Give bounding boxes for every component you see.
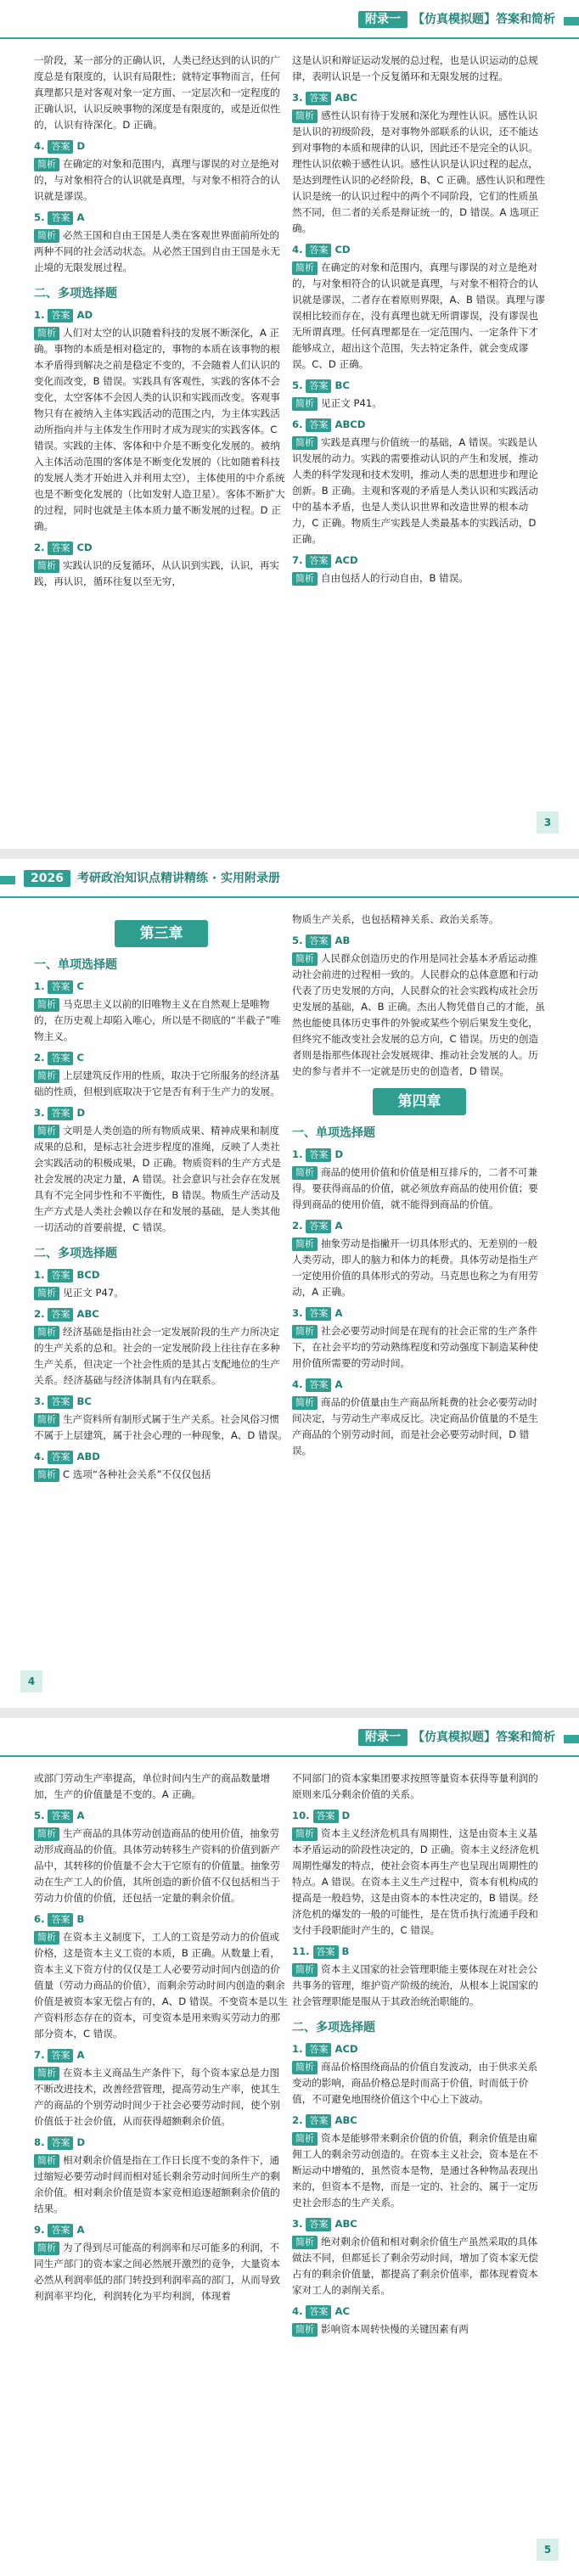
- answer-value: ABC: [334, 2218, 357, 2230]
- explanation: [292, 1165, 547, 1213]
- answer-label: 答案: [48, 309, 73, 323]
- question-number: 4.: [292, 1378, 303, 1390]
- explanation: [34, 227, 289, 276]
- right-column: [292, 1771, 547, 2341]
- question-number: 11.: [292, 1945, 310, 1957]
- answer-label: 答案: [48, 980, 73, 994]
- explain-label: 简析: [34, 1069, 59, 1083]
- explanation: [34, 2240, 289, 2304]
- answer-label: 答案: [306, 2218, 331, 2231]
- explanation: [292, 951, 547, 1080]
- explanation: [292, 260, 547, 373]
- question-number: 4.: [34, 1451, 45, 1462]
- explanation-text: 抽象劳动是指撇开一切具体形式的、无差别的一般人类劳动，即人的脑力和体力的耗费。具体劳动是指生产一定使用价值的具体形式的劳动。马克思也称之为有用劳动，A 正确。: [292, 1237, 538, 1298]
- answer-row: [34, 1267, 289, 1283]
- explanation-text: 在确定的对象和范围内，真理与谬误的对立是绝对的，与对象相符合的认识就是真理，与对象不相符合的认识就是谬误，二者存在着原则界限，A、B 错误。真理与谬误相比较而存在，没有真理也就无所谓谬误，没有谬误也无所谓真理。任何真理都是在一定范围内、一定条件下才能够成立，超出这个范围，失去特定条件，就会变成谬误。C、D 正确。: [292, 261, 545, 370]
- answer-label: 答案: [306, 1307, 331, 1321]
- explain-label: 简析: [34, 158, 59, 171]
- explain-label: 简析: [292, 261, 318, 275]
- header-tag: 2026: [24, 870, 70, 887]
- answer-label: 答案: [48, 1269, 73, 1282]
- left-column: [34, 53, 289, 593]
- explanation-text: 为了得到尽可能高的利润率和尽可能多的利润，不同生产部门的资本家之间必然展开激烈的竞争，大量资本必然从利润率低的部门转投到利润率高的部门，从而导致利润率平均化，利润转化为平均利润，体现着: [34, 2242, 280, 2302]
- explanation-text: 马克思主义以前的旧唯物主义在自然观上是唯物的，在历史观上却陷入唯心，所以是不彻底的“半截子”唯物主义。: [34, 998, 281, 1042]
- section-title: 二、多项选择题: [292, 2021, 375, 2034]
- explanation-text: 绝对剩余价值和相对剩余价值生产虽然采取的具体做法不同，但都延长了剩余劳动时间，增加了资本家无偿占有的剩余价值量，都提高了剩余价值率，都体现着资本家对工人的剥削关系。: [292, 2236, 538, 2296]
- explanation: [292, 1236, 547, 1300]
- explain-label: 简析: [292, 1237, 318, 1251]
- answer-value: A: [76, 211, 85, 223]
- explanation-text: 实践认识的反复循环，从认识到实践，认识，再实践，再认识，循环往复以至无穷，: [34, 559, 280, 587]
- answer-label: 答案: [48, 542, 73, 555]
- answer-value: D: [334, 1148, 344, 1160]
- explain-label: 简析: [292, 1325, 318, 1339]
- explanation: [292, 108, 547, 237]
- explanation: [34, 558, 289, 590]
- explain-label: 简析: [292, 2323, 318, 2337]
- answer-row: [34, 540, 289, 556]
- answer-value: AD: [76, 309, 93, 321]
- answer-label: 答案: [306, 554, 331, 568]
- explanation-text: 生产资料所有制形式属于生产关系。社会风俗习惯不属于上层建筑，属于社会心理的一种现象，A、D 错误。: [34, 1413, 288, 1441]
- answer-label: 答案: [306, 244, 331, 257]
- answer-label: 答案: [306, 2114, 331, 2128]
- explain-label: 简析: [292, 397, 318, 411]
- answer-row: [34, 1306, 289, 1322]
- explain-label: 简析: [292, 572, 318, 586]
- explain-label: 简析: [34, 1931, 59, 1945]
- question-number: 5.: [34, 1810, 45, 1821]
- page-number: 4: [20, 1670, 42, 1692]
- explanation: [34, 1929, 289, 2042]
- question-number: 1.: [34, 1269, 45, 1281]
- answer-row: [34, 307, 289, 323]
- section-title: 一、单项选择题: [292, 1126, 375, 1140]
- answer-row: [292, 417, 547, 433]
- chapter-title: 第三章: [115, 920, 208, 947]
- answer-label: 答案: [48, 1308, 73, 1322]
- explain-label: 简析: [34, 1326, 59, 1339]
- question-number: 3.: [292, 2218, 303, 2230]
- page-header: [0, 0, 579, 39]
- explanation-text: 商品价格围绕商品的价值自发波动，由于供求关系变动的影响，商品价格总是时而高于价值，时而低于价值，不可避免地围绕价值这个中心上下波动。: [292, 2061, 538, 2105]
- explain-label: 简析: [34, 1125, 59, 1138]
- answer-row: [34, 2047, 289, 2063]
- explanation: [34, 2065, 289, 2130]
- question-number: 7.: [34, 2049, 45, 2061]
- answer-value: ABD: [76, 1451, 100, 1462]
- explanation-text: 文明是人类创造的所有物质成果、精神成果和制度成果的总和，是标志社会进步程度的准绳，反映了人类社会实践活动的积极成果，D 正确。物质资料的生产方式是社会发展的决定力量，A 错误。社会意识与社会存在发展具有不完全同步性和不平衡性，B 错误。物质生产活动及生产方式是人类社会赖以存在和发展的基础，是人类其他一切活动的首要前提，C 错误。: [34, 1125, 281, 1233]
- question-number: 2.: [292, 2114, 303, 2126]
- answer-value: D: [76, 2136, 86, 2148]
- explanation: [34, 996, 289, 1045]
- question-number: 1.: [292, 2043, 303, 2055]
- answer-row: [34, 2135, 289, 2151]
- header-title-text: 【仿真模拟题】答案和简析: [413, 13, 555, 26]
- answer-label: 答案: [48, 1451, 73, 1464]
- question-number: 6.: [292, 418, 303, 430]
- answer-row: [292, 1944, 547, 1960]
- explanation-text: 社会必要劳动时间是在现有的社会正常的生产条件下，在社会平均的劳动熟练程度和劳动强度下制造某种使用价值所需要的劳动时间。: [292, 1325, 538, 1369]
- answer-value: C: [76, 1052, 84, 1064]
- explanation-text: 生产商品的具体劳动创造商品的使用价值，抽象劳动形成商品的价值。具体劳动转移生产资料的价值到新产品中，其转移的价值量不会大于它原有的价值量。抽象劳动在生产工人的价值，其所创造的新价值不仅包括相当于劳动力价值的价值，还包括一定量的剩余价值。: [34, 1827, 280, 1904]
- answer-row: [292, 1218, 547, 1234]
- page-3: [0, 0, 579, 849]
- explain-label: 简析: [34, 1287, 59, 1300]
- answer-value: D: [76, 1107, 86, 1119]
- question-number: 4.: [292, 244, 303, 255]
- answer-value: A: [334, 1220, 343, 1232]
- answer-value: AC: [334, 2305, 350, 2317]
- question-number: 8.: [34, 2136, 45, 2148]
- answer-value: C: [76, 980, 84, 992]
- explanation: [34, 1826, 289, 1906]
- explanation: [292, 1323, 547, 1372]
- explanation-text: 在资本主义制度下，工人的工资是劳动力的价值或价格，这是资本主义工资的本质，B 正确。从数量上看，资本主义下资方付的仅仅是工人必要劳动时间内创造的价值量（劳动力商品的价值），而剩余劳动时间内创造的剩余价值是被资本家无偿占有的，A、D 错误。不变资本是以生产资料形态存在的资本，可变资本是用来购买劳动力的那部分资本，C 错误。: [34, 1931, 288, 2040]
- answer-row: [34, 1105, 289, 1121]
- answer-value: D: [76, 140, 86, 152]
- explain-label: 简析: [292, 2061, 318, 2074]
- answer-value: B: [341, 1945, 350, 1957]
- answer-value: ABCD: [334, 418, 366, 430]
- question-number: 3.: [34, 1395, 45, 1407]
- explanation: [34, 156, 289, 205]
- explanation-text: 资本主义国家的社会管理职能主要体现在对社会公共事务的管理，维护资产阶级的统治，从根本上说国家的社会管理职能是服从于其政治统治职能的。: [292, 1963, 538, 2007]
- answer-value: B: [76, 1913, 85, 1925]
- header-title: [24, 869, 280, 886]
- section-title: 二、多项选择题: [34, 287, 117, 300]
- explanation: [34, 1411, 289, 1444]
- answer-row: [34, 1050, 289, 1066]
- question-number: 2.: [34, 1052, 45, 1064]
- answer-value: BCD: [76, 1269, 100, 1281]
- explanation: [292, 570, 547, 586]
- answer-value: AB: [334, 934, 351, 946]
- answer-row: [34, 138, 289, 154]
- explanation-text: 人民群众创造历史的作用是同社会基本矛盾运动推动社会前进的过程相一致的。人民群众的总体意愿和行动代表了历史发展的方向，人民群众的社会实践构成社会历史发展的基础，A、B 正确。杰出人物凭借自己的才能，虽然也能使具体历史事件的外貌或某些个别后果发生变化，但终究不能改变社会发展的总方向，C 错误。历史的创造者则是指那些体现社会发展规律、推动社会发展的人。历史的参与者并不一定就是历史的创造者，D 错误。: [292, 952, 545, 1077]
- explain-label: 简析: [34, 559, 59, 573]
- explanation-text: 人们对太空的认识随着科技的发展不断深化，A 正确。事物的本质是相对稳定的，事物的本质在该事物的根本矛盾得到解决之前是稳定不变的，不会随着人们认识的变化而改变，B 错误。实践具有客观性，实践的客体不会变化，太空客体不会因人类的认识和实践而改变。客观事物只有在被纳入主体实践活动的范围之内，为主体实践活动所指向并与主体发生作用时才成为现实的实践客体。C 错误。实践的主体、客体和中介是不断变化发展的。被纳入主体活动范围的客体是不断变化发展的（比如随着科技的发展人类才开始进入并利用太空），主体使用的中介系统也是不断变化发展的（比如发射人造卫星）。客体不断扩大的过程，同时也就是主体本质力量不断发展的过程。D 正确。: [34, 327, 285, 532]
- question-number: 2.: [34, 1308, 45, 1320]
- paragraph: 物质生产关系，也包括精神关系、政治关系等。: [292, 913, 499, 925]
- answer-label: 答案: [48, 1913, 73, 1927]
- answer-value: BC: [334, 379, 350, 391]
- answer-row: [292, 2041, 547, 2057]
- page-5: [0, 1718, 579, 2576]
- explanation-text: 实践是真理与价值统一的基础，A 错误。实践是认识发展的动力。实践的需要推动认识的产生和发展，推动人类的科学发现和技术发明，推动人类的思想进步和理论创新。B 正确。主观和客观的矛盾是人类认识和实践活动中的基本矛盾，也是人类认识世界和改造世界的根本动力，C 正确。物质生产实践是人类最基本的实践活动，D 正确。: [292, 436, 538, 545]
- answer-row: [34, 1808, 289, 1824]
- question-number: 1.: [34, 980, 45, 992]
- explanation-text: 见正文 P47。: [63, 1287, 124, 1299]
- answer-value: BC: [76, 1395, 92, 1407]
- question-number: 7.: [292, 554, 303, 566]
- answer-value: ABC: [334, 2114, 357, 2126]
- section-title: 二、多项选择题: [34, 1247, 117, 1260]
- explanation-text: 资本主义经济危机具有周期性，这是由资本主义基本矛盾运动的阶段性决定的，D 正确。资本主义经济危机周期性爆发的特点，使社会资本再生产也呈现出周期性的特点。A 错误。在资本主义生产过程中，资本有机构成的提高是一般趋势，这是由资本的本性决定的，B 错误。经济危机的爆发的一般的可能性，是在货币执行流通手段和支付手段职能时产生的，C 错误。: [292, 1827, 539, 1936]
- explanation-text: 自由包括人的行动自由，B 错误。: [321, 572, 469, 584]
- answer-label: 答案: [48, 1810, 73, 1823]
- header-title: [358, 1728, 555, 1745]
- answer-label: 答案: [306, 418, 331, 432]
- answer-row: [292, 90, 547, 106]
- answer-label: 答案: [313, 1945, 339, 1959]
- header-accent-bar: [564, 1735, 579, 1743]
- answer-label: 答案: [306, 2305, 331, 2319]
- explanation-text: 资本是能够带来剩余价值的价值，剩余价值是由雇佣工人的剩余劳动创造的。在资本主义社会，资本是在不断运动中增殖的，虽然资本是物，是通过各种物品表现出来的，但资本不是物，而是一定的、社会的、属于一定历史社会形态的生产关系。: [292, 2132, 538, 2208]
- explanation: [34, 1123, 289, 1236]
- answer-value: A: [76, 1810, 85, 1821]
- explanation-text: 上层建筑反作用的性质，取决于它所服务的经济基础的性质，但根到底取决于它是否有利于生产力的发展。: [34, 1069, 280, 1097]
- explanation-text: 必然王国和自由王国是人类在客观世界面前所处的两种不同的社会活动状态。从必然王国到自由王国是永无止境的无限发展过程。: [34, 229, 280, 273]
- chapter-title: 第四章: [373, 1088, 466, 1115]
- paragraph: 不同部门的资本家集团要求按照等量资本获得等量利润的原则来瓜分剩余价值的关系。: [292, 1772, 538, 1800]
- answer-label: 答案: [313, 1810, 339, 1823]
- answer-value: CD: [76, 542, 93, 553]
- answer-value: A: [76, 2049, 85, 2061]
- explanation-text: C 选项“各种社会关系”不仅仅包括: [63, 1468, 211, 1480]
- explanation-text: 在确定的对象和范围内，真理与谬误的对立是绝对的，与对象相符合的认识就是真理，与对象不相符合的认识就是谬误。: [34, 158, 280, 202]
- explain-label: 简析: [292, 109, 318, 123]
- answer-row: [34, 1911, 289, 1928]
- explanation: [292, 1961, 547, 2010]
- answer-row: [292, 378, 547, 394]
- right-column: [292, 53, 547, 590]
- explanation: [34, 1467, 289, 1483]
- explain-label: 简析: [292, 1963, 318, 1977]
- question-number: 3.: [34, 1107, 45, 1119]
- question-number: 4.: [292, 2305, 303, 2317]
- answer-row: [292, 933, 547, 949]
- answer-row: [34, 1449, 289, 1465]
- answer-label: 答案: [306, 379, 331, 393]
- explain-label: 简析: [34, 327, 59, 340]
- answer-row: [292, 1808, 547, 1824]
- question-number: 2.: [292, 1220, 303, 1232]
- explain-label: 简析: [34, 998, 59, 1012]
- left-column: [34, 912, 289, 1486]
- explanation: [34, 2152, 289, 2217]
- answer-label: 答案: [306, 1220, 331, 1233]
- explain-label: 简析: [34, 229, 59, 243]
- explain-label: 简析: [292, 1396, 318, 1410]
- question-number: 1.: [34, 309, 45, 321]
- explain-label: 简析: [292, 952, 318, 966]
- header-tag: 附录一: [358, 11, 408, 28]
- answer-value: ABC: [334, 92, 357, 104]
- answer-row: [292, 1305, 547, 1322]
- answer-value: A: [334, 1307, 343, 1319]
- answer-row: [34, 1394, 289, 1410]
- question-number: 4.: [34, 140, 45, 152]
- answer-label: 答案: [48, 1395, 73, 1409]
- left-column: [34, 1771, 289, 2308]
- answer-row: [292, 2304, 547, 2320]
- explanation-text: 感性认识有待于发展和深化为理性认识。感性认识是认识的初级阶段，是对事物外部联系的认识，还不能达到对事物的本质和规律的认识，因此还不是完全的认识。理性认识依赖于感性认识。感性认识是认识过程的起点，是达到理性认识的必经阶段，B、C 正确。感性认识和理性认识是统一的认识过程中的两个不同阶段，它们的性质虽然不同，但二者的关系是辩证统一的，D 错误。A 选项正确。: [292, 109, 545, 234]
- explanation-text: 相对剩余价值是指在工作日长度不变的条件下，通过缩短必要劳动时间而相对延长剩余劳动时间所生产的剩余价值。相对剩余价值是资本家竞相追逐超额剩余价值的结果。: [34, 2154, 280, 2214]
- answer-label: 答案: [48, 211, 73, 225]
- explain-label: 简析: [292, 2132, 318, 2146]
- answer-row: [292, 553, 547, 569]
- answer-label: 答案: [48, 1052, 73, 1065]
- question-number: 9.: [34, 2224, 45, 2236]
- answer-row: [34, 979, 289, 995]
- question-number: 6.: [34, 1913, 45, 1925]
- explain-label: 简析: [292, 436, 318, 450]
- right-column: [292, 912, 547, 1462]
- page-number: 5: [537, 2539, 559, 2561]
- answer-label: 答案: [306, 1378, 331, 1392]
- explain-label: 简析: [34, 2067, 59, 2080]
- explain-label: 简析: [292, 1827, 318, 1841]
- explanation-text: 商品的使用价值和价值是相互排斥的，二者不可兼得。要获得商品的价值，就必须放弃商品的使用价值；要得到商品的使用价值，就不能得到商品的价值。: [292, 1166, 538, 1210]
- paragraph: 一阶段，某一部分的正确认识，人类已经达到的认识的广度总是有限度的，认识有局限性；就特定事物而言，任何真理都只是对客观对象一定方面、一定层次和一定程度的正确认识，认识反映事物的深度是有限度的，或是近似性的，认识有待深化。D 正确。: [34, 54, 280, 131]
- explanation: [292, 2130, 547, 2211]
- answer-label: 答案: [48, 2224, 73, 2237]
- answer-row: [292, 1147, 547, 1163]
- answer-label: 答案: [48, 2049, 73, 2062]
- header-title-text: 【仿真模拟题】答案和简析: [413, 1731, 555, 1744]
- explain-label: 简析: [34, 2242, 59, 2255]
- explanation: [34, 1324, 289, 1389]
- explanation-text: 经济基础是指由社会一定发展阶段的生产力所决定的生产关系的总和。社会的一定发展阶段上往往存在多种生产关系，但决定一个社会性质的是其占支配地位的生产关系。经济基础与经济体制具有内在联系。: [34, 1326, 280, 1386]
- question-number: 3.: [292, 1307, 303, 1319]
- section-title: 一、单项选择题: [34, 958, 117, 972]
- answer-row: [34, 210, 289, 226]
- answer-value: ACD: [334, 2043, 358, 2055]
- page-number: 3: [537, 811, 559, 833]
- explain-label: 简析: [34, 1413, 59, 1427]
- header-title: [358, 10, 555, 27]
- question-number: 5.: [292, 934, 303, 946]
- explanation: [292, 2234, 547, 2298]
- answer-label: 答案: [48, 1107, 73, 1120]
- page-header: [0, 1718, 579, 1757]
- explanation-text: 商品的价值量由生产商品所耗费的社会必要劳动时间决定，与劳动生产率成反比。决定商品价值量的不是生产商品的个别劳动时间，而是社会必要劳动时间，D 错误。: [292, 1396, 538, 1456]
- explanation: [292, 1395, 547, 1459]
- answer-label: 答案: [306, 934, 331, 948]
- explanation: [34, 1285, 289, 1301]
- header-title-text: 考研政治知识点精讲精练 · 实用附录册: [76, 872, 281, 885]
- question-number: 3.: [292, 92, 303, 104]
- explanation-text: 影响资本周转快慢的关键因素有两: [321, 2323, 469, 2335]
- explanation: [34, 325, 289, 535]
- answer-row: [292, 2113, 547, 2129]
- answer-label: 答案: [306, 92, 331, 105]
- answer-row: [292, 242, 547, 258]
- header-accent-bar: [0, 876, 15, 884]
- explanation-text: 见正文 P41。: [321, 397, 382, 409]
- answer-row: [292, 2216, 547, 2232]
- explanation: [292, 2059, 547, 2107]
- explain-label: 简析: [34, 1827, 59, 1841]
- page-header: [0, 859, 579, 898]
- explanation: [292, 435, 547, 547]
- explain-label: 简析: [34, 1468, 59, 1482]
- answer-label: 答案: [306, 2043, 331, 2057]
- question-number: 1.: [292, 1148, 303, 1160]
- explanation: [34, 1068, 289, 1100]
- answer-value: ABC: [76, 1308, 99, 1320]
- answer-value: A: [334, 1378, 343, 1390]
- explanation-text: 在资本主义商品生产条件下，每个资本家总是力图不断改进技术，改善经营管理，提高劳动生产率，使其生产的商品的个别劳动时间少于社会必要劳动时间，使个别价值低于社会价值，从而获得超额剩余价值。: [34, 2067, 280, 2127]
- answer-value: ACD: [334, 554, 358, 566]
- paragraph: 这是认识和辩证运动发展的总过程，也是认识运动的总规律，表明认识是一个反复循环和无限发展的过程。: [292, 54, 538, 82]
- answer-label: 答案: [48, 2136, 73, 2150]
- explain-label: 简析: [34, 2154, 59, 2168]
- explanation: [292, 2321, 547, 2337]
- question-number: 5.: [34, 211, 45, 223]
- answer-value: D: [341, 1810, 351, 1821]
- explain-label: 简析: [292, 2236, 318, 2249]
- question-number: 2.: [34, 542, 45, 553]
- answer-label: 答案: [48, 140, 73, 154]
- explain-label: 简析: [292, 1166, 318, 1180]
- header-tag: 附录一: [358, 1729, 408, 1746]
- answer-row: [34, 2222, 289, 2238]
- paragraph: 或部门劳动生产率提高，单位时间内生产的商品数量增加，生产的价值量是不变的。A 正确。: [34, 1772, 271, 1800]
- answer-row: [292, 1377, 547, 1393]
- header-accent-bar: [564, 17, 579, 25]
- explanation: [292, 396, 547, 412]
- answer-value: A: [76, 2224, 85, 2236]
- question-number: 10.: [292, 1810, 310, 1821]
- question-number: 5.: [292, 379, 303, 391]
- page-4: [0, 859, 579, 1708]
- answer-label: 答案: [306, 1148, 331, 1162]
- answer-value: CD: [334, 244, 351, 255]
- explanation: [292, 1826, 547, 1939]
